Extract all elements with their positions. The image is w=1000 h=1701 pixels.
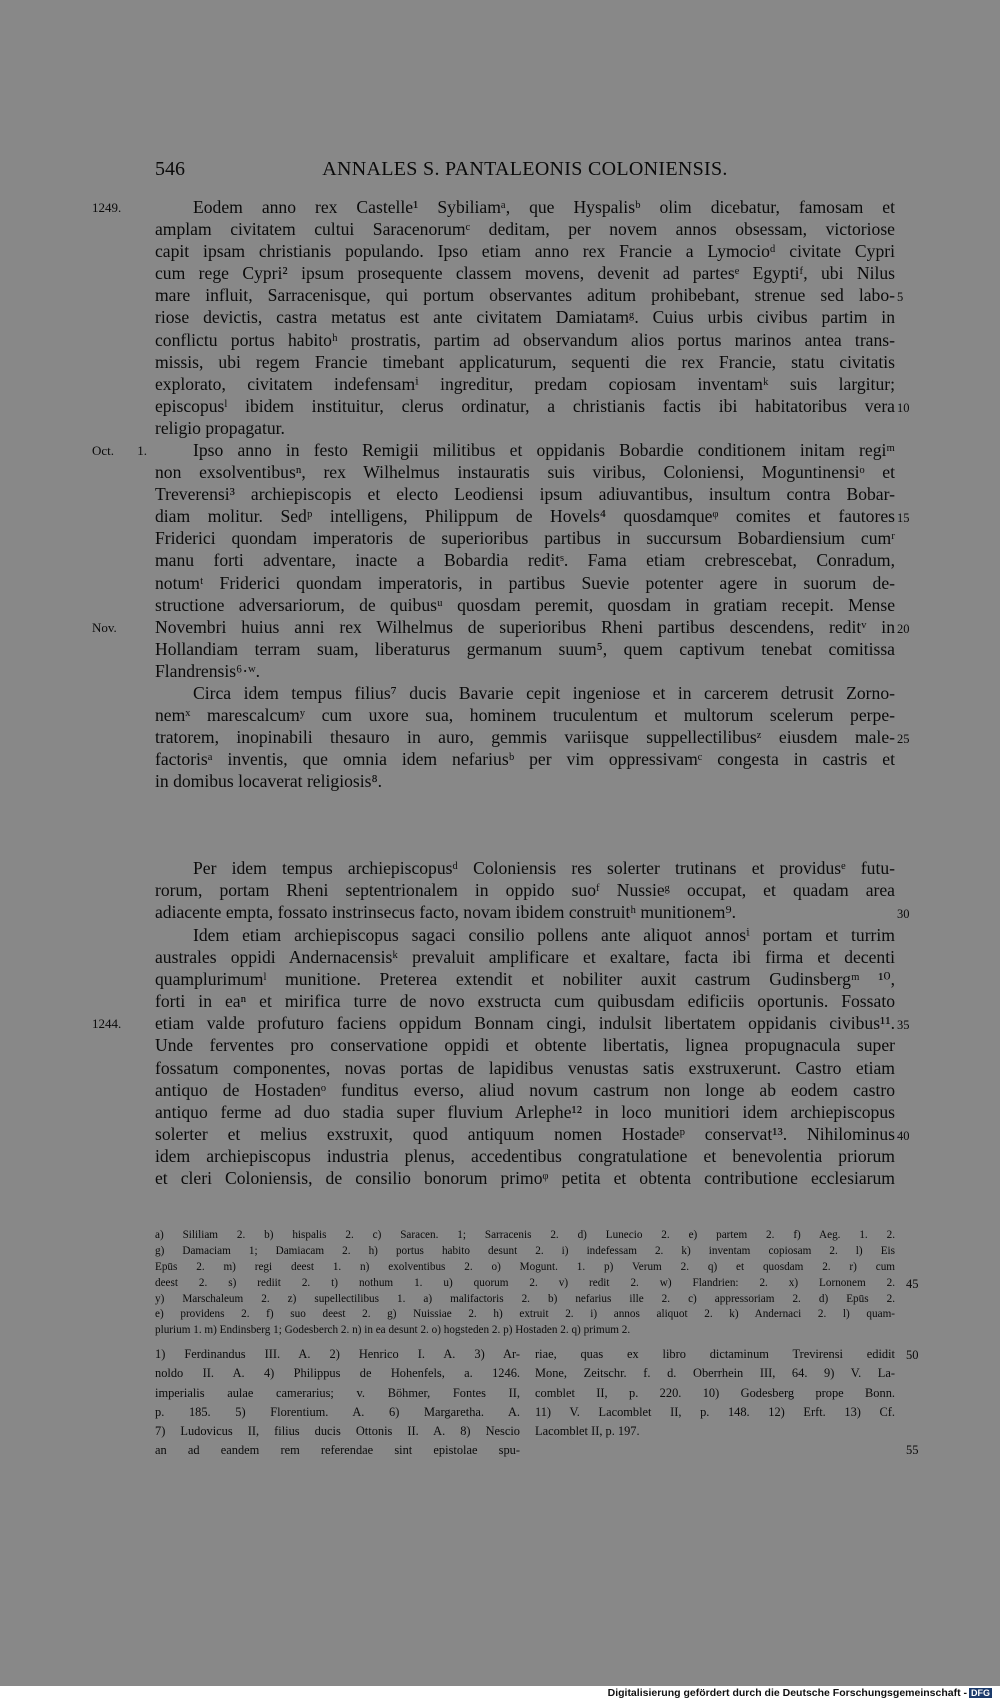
text-line: episcopusˡ ibidem instituitur, clerus ordinatur, a christianis factis ibi habitatoribus vera 10 [155,395,895,417]
variant-line: deest 2. s) rediit 2. t) nothum 1. u) quorum 2. v) redit 2. w) Flandrien: 2. x) Lornonem 2. [155,1276,895,1289]
line-number: 30 [897,907,910,922]
text-line: explorato, civitatem indefensamⁱ ingreditur, predam copiosam inventamᵏ suis largitur; [155,373,895,394]
year-margin-note: 1249. [92,200,122,215]
footnote-line: Lacomblet II, p. 197. [535,1424,640,1439]
text-line: et cleri Coloniensis, de consilio bonorum primoᵠ petita et obtenta contributione ecclesiarum [155,1168,895,1189]
line-number: 45 [906,1277,919,1291]
text-line: Treverensi³ archiepiscopis et electo Leodiensi ipsum adiuvantibus, insultum contra Bobar- [155,484,895,505]
text-line: tratorem, inopinabili thesauro in auro, gemmis variisque suppellectilibusᶻ eiusdem male- 25 [155,726,895,748]
line-number: 15 [897,511,910,526]
line-number: 10 [897,400,910,415]
text-line: quamplurimumˡ munitione. Preterea extendit et nobiliter auxit castrum Gudinsbergᵐ ¹⁰, [155,969,895,990]
text-line: 1244. etiam valde profuturo faciens oppidum Bonnam cingi, indulsit libertatem oppidanis civibus¹¹. 35 [155,1012,895,1034]
digitization-credit [608,1687,992,1699]
text-line: non exsolventibusⁿ, rex Wilhelmus instauratis suis viribus, Coloniensi, Moguntinensiᵒ et [155,462,895,483]
text-line: Hollandiam terram suam, liberaturus germanum suum⁵, quem captivum tenebat comitissa [155,638,895,659]
text-line: religio propagatur. [155,417,285,438]
running-title: ANNALES S. PANTALEONIS COLONIENSIS. [322,158,728,180]
footnote-line: p. 185. 5) Florentium. A. 6) Margaretha. A. [155,1404,520,1419]
dfg-logo: DFG [971,1688,990,1698]
text-line: notumᵗ Friderici quondam imperatoris, in partibus Suevie potenter agere in suorum de- [155,572,895,593]
footnote-line: riae, quas ex libro dictaminum Trevirensi edidit [535,1347,895,1361]
paragraph-5 [92,924,910,1189]
text-line: forti in eaⁿ et mirifica turre de novo exstructa cum quibusdam edificiis oportunis. Fossato [155,991,895,1012]
paragraph-3 [155,682,910,792]
text-line: Per idem tempus archiepiscopusᵈ Coloniensis res solerter trutinans et providusᵉ futu- [193,858,895,878]
year-margin-note: 1244. [92,1016,122,1032]
line-number: 50 [906,1348,919,1362]
text-line: solerter et melius exstruxit, quod antiquum nomen Hostadeᵖ conservat¹³. Nihilominus 40 [155,1123,895,1145]
footnote-line: 1) Ferdinandus III. A. 2) Henrico I. A. 3) Ar- [155,1347,520,1361]
text-line: antiquo ferme ad duo stadia super fluvium Arlephe¹² in loco munitiori idem archiepiscopus [155,1101,895,1122]
text-line: Flandrensis⁶·ʷ. [155,660,261,681]
text-line: cum rege Cypri² ipsum prosequente classem movens, devenit ad partesᵉ Egyptiᶠ, ubi Nilus [155,263,895,284]
text-line: Unde ferventes pro conservatione oppidi et obtente libertatis, lignea propugnacula super [155,1035,895,1056]
variant-line: y) Marschaleum 2. z) supellectilibus 1. a) malifactoris 2. b) nefarius ille 2. c) appressoriam 2. d) Epūs 2. [155,1292,895,1305]
footnote-line: imperialis aulae camerarius; v. Böhmer, Fontes II, [155,1385,520,1400]
footnote-line: comblet II, p. 220. 10) Godesberg prope Bonn. [535,1385,895,1400]
line-number: 35 [897,1018,910,1033]
footnote-line: noldo II. A. 4) Philippus de Hohenfels, a. 1246. [155,1366,520,1381]
text-line: Idem etiam archiepiscopus sagaci consilio pollens ante aliquot annosⁱ portam et turrim [193,925,895,945]
variant-line: plurium 1. m) Endinsberg 1; Godesberch 2. n) in ea desunt 2. o) hogsteden 2. p) Hostaden 2. q) primum 2. [155,1324,631,1337]
text-line: Friderici quondam imperatoris de superioribus partibus in succursum Bobardiensium cumʳ [155,528,895,549]
paragraph-1 [92,196,910,439]
text-line: in domibus locaverat religiosis⁸. [155,771,382,792]
page-number: 546 [155,158,185,180]
footnote-line: an ad eandem rem referendae sint epistolae spu- [155,1443,520,1458]
text-line: mare influit, Sarracenisque, qui portum observantes aditum prohibebant, strenue sed labo- 5 [155,284,895,306]
variant-line: Epūs 2. m) regi deest 1. n) exolventibus 2. o) Mogunt. 1. p) Verum 2. q) et quosdam 2. r) cum [155,1260,895,1273]
text-line: factorisᵃ inventis, que omnia idem nefariusᵇ per vim oppressivamᶜ congesta in castris et [155,749,895,770]
text-line: idem archiepiscopus industria plenus, accedentibus congratulatione et benevolentia priorum [155,1145,895,1166]
page-header [155,158,895,184]
footnotes-left-column [155,1345,520,1461]
line-number: 25 [897,732,910,747]
credit-text: Digitalisierung gefördert durch die Deutsche Forschungsgemeinschaft - [607,1687,967,1699]
footnote-line: 7) Ludovicus II, filius ducis Ottonis II. A. 8) Nescio [155,1424,520,1439]
text-line: missis, ubi regem Francie timebant applicaturum, sequenti die rex Francie, statu civitatis [155,351,895,372]
text-line: Oct. 1. Ipso anno in festo Remigii militibus et oppidanis Bobardie conditionem initam regiᵐ [155,439,895,461]
text-line: Nov. Novembri huius anni rex Wilhelmus de superioribus Rheni partibus descendens, reditᵛ in 20 [155,616,895,638]
text-line: capit ipsam christianis populando. Ipso etiam anno rex Francie a Lymocioᵈ civitate Cypri [155,241,895,262]
text-line: fossatum componentes, novas portas de lapidibus venustas satis exstruxerunt. Castro etiam [155,1057,895,1078]
paragraph-4 [155,857,910,923]
date-margin-note: Oct. 1. [92,443,147,458]
text-line: conflictu portus habitoʰ prostratis, partim ad observandum alios portus marinos antea trans- [155,329,895,350]
variant-apparatus [155,1228,895,1339]
line-number: 55 [906,1443,919,1457]
line-number: 5 [897,290,904,305]
text-line: nemˣ marescalcumʸ cum uxore sua, hominem truculentum et multorum scelerum perpe- [155,705,895,726]
footnote-line: 11) V. Lacomblet II, p. 148. 12) Erft. 13) Cf. [535,1404,895,1419]
text-line: diam molitur. Sedᵖ intelligens, Philippum de Hovels⁴ quosdamqueᵠ comites et fautores 15 [155,505,895,527]
text-line: riose devictis, castra metatus est ante civitatem Damiatamᵍ. Cuius urbis civibus partim in [155,307,895,328]
text-line: australes oppidi Andernacensisᵏ prevaluit amplificare et exaltare, facta ibi firma et decenti [155,947,895,968]
line-number: 20 [897,621,910,636]
variant-line: a) Sililiam 2. b) hispalis 2. c) Saracen. 1; Sarracenis 2. d) Lunecio 2. e) partem 2. f) Aeg. 1. 2. [155,1229,895,1241]
text-line: manu forti adventare, inacte a Bobardia reditˢ. Fama etiam crebrescebat, Conradum, [155,550,895,571]
text-line: structione adversariorum, de quibusᵘ quosdam peremit, quosdam in gratiam recepit. Mense [155,594,895,615]
variant-line: e) providens 2. f) suo deest 2. g) Nuissiae 2. h) extruit 2. i) annos aliquot 2. k) Andernaci 2. l) quam- [155,1308,895,1321]
text-line: amplam civitatem cultui Saracenorumᶜ deditam, per novem annos obsessam, victoriose [155,219,895,240]
text-line: antiquo de Hostadenᵒ funditus everso, aliud novum castrum non longe ab eodem castro [155,1079,895,1100]
footnotes-right-column [535,1345,895,1441]
text-line: Circa idem tempus filius⁷ ducis Bavarie cepit ingeniose et in carcerem detrusit Zorno- [193,683,895,703]
line-number: 40 [897,1128,910,1143]
variant-line: g) Damaciam 1; Damiacam 2. h) portus habito desunt 2. i) indefessam 2. k) inventam copiosam 2. l) Eis [155,1244,895,1257]
month-margin-note: Nov. [92,619,117,635]
text-line: 1249. Eodem anno rex Castelle¹ Sybiliamᵃ, que Hyspalisᵇ olim dicebatur, famosam et [155,196,895,218]
text-line: rorum, portam Rheni septentrionalem in oppido suoᶠ Nussieᵍ occupat, et quadam area [155,880,895,901]
paragraph-2 [92,439,910,682]
text-line: adiacente empta, fossato instrinsecus facto, novam ibidem construitʰ munitionem⁹. 30 [155,901,895,923]
footnote-line: Mone, Zeitschr. f. d. Oberrhein III, 64. 9) V. La- [535,1366,895,1381]
